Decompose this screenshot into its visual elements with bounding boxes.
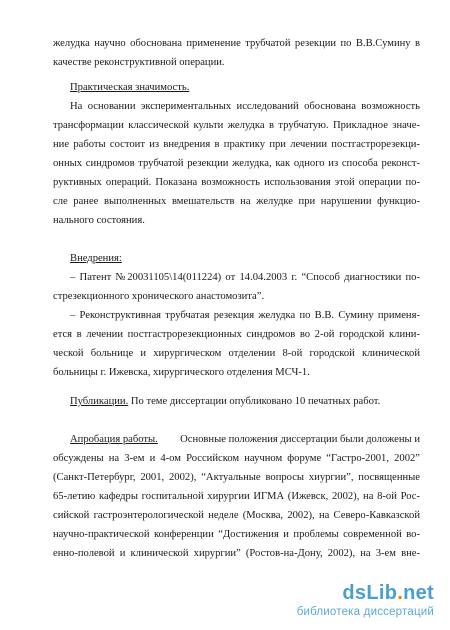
text-line: обсуждены на 3-ем и 4-ом Российском научном форуме “Гастро-2001, 2002” [53, 453, 420, 464]
text-line: – Патент №20031105\14(011224) от 14.04.2003 г. “Способ диагностики по- [70, 272, 420, 283]
text-line: качестве реконструктивной операции. [53, 57, 225, 68]
approbation-text: Основные положения диссертации были доложены и [180, 434, 420, 445]
section-heading-implementation [70, 252, 437, 265]
text-line: ется в лечении постгастрорезекционных синдромов во 2-ой городской клини- [53, 329, 420, 340]
logo-brand-main: dsLib [342, 582, 398, 604]
text-line: – Реконструктивная трубчатая резекция желудка по В.В. Сумину применя- [70, 310, 420, 321]
text-line: На основании экспериментальных исследований обоснована возможность [70, 101, 420, 112]
text-line: (Санкт-Петербург, 2001, 2002), “Актуальные вопросы хиургии”, посвященные [53, 472, 420, 483]
text-line: сле ранее выполненных вмешательств на желудке при нарушении функцио- [53, 196, 420, 207]
text-line: сийской гастроэнтерологической неделе (Москва, 2002), на Северо-Кавказской [53, 510, 420, 521]
logo-brand [342, 582, 434, 605]
text-line: ние работы состоит из внедрения в практику при лечении постгастрорезекци- [53, 139, 420, 150]
text-line: ческой больнице и хирургическом отделении 8-ой городской клинической [53, 348, 420, 359]
heading-text: Публикации. [70, 396, 129, 407]
logo-tagline: библиотека диссертаций [296, 606, 434, 618]
text-line: онных синдромов трубчатой резекции желудка, как одного из способа реконст- [53, 158, 420, 169]
text-line: трансформации классической культи желудка в трубчатую. Прикладное значе- [53, 120, 420, 131]
text-line: больницы г. Ижевска, хирургического отделения МСЧ-1. [53, 367, 310, 378]
text-line: енно-полевой и клинической хирургии” (Ростов-на-Дону, 2002), на 3-ем вне- [53, 548, 420, 559]
text-line: стрезекционного хронического анастомозита”. [53, 291, 265, 302]
text-line: руктивных операций. Показана возможность использования этой операции по- [53, 177, 420, 188]
logo-brand-tld: net [403, 582, 434, 604]
heading-text: Апробация работы. [70, 434, 158, 445]
text-line: научно-практической конференции “Достижения и проблемы современной во- [53, 529, 420, 540]
publications-line [70, 395, 437, 408]
publications-text: По теме диссертации опубликовано 10 печатных работ. [128, 396, 381, 407]
heading-text: Практическая значимость. [70, 82, 190, 93]
text-line: нального состояния. [53, 215, 145, 226]
text-line: желудка научно обоснована применение трубчатой резекции по В.В.Сумину в [53, 38, 420, 49]
dslib-watermark-logo [234, 582, 434, 624]
logo-brand-dot: . [397, 582, 404, 604]
heading-text: Внедрения: [70, 253, 122, 264]
approbation-line [70, 433, 420, 446]
text-line: 65-летию кафедры госпитальной хирургии ИГМА (Ижевск, 2002), на 8-ой Рос- [53, 491, 420, 502]
section-heading-practical [70, 81, 437, 94]
